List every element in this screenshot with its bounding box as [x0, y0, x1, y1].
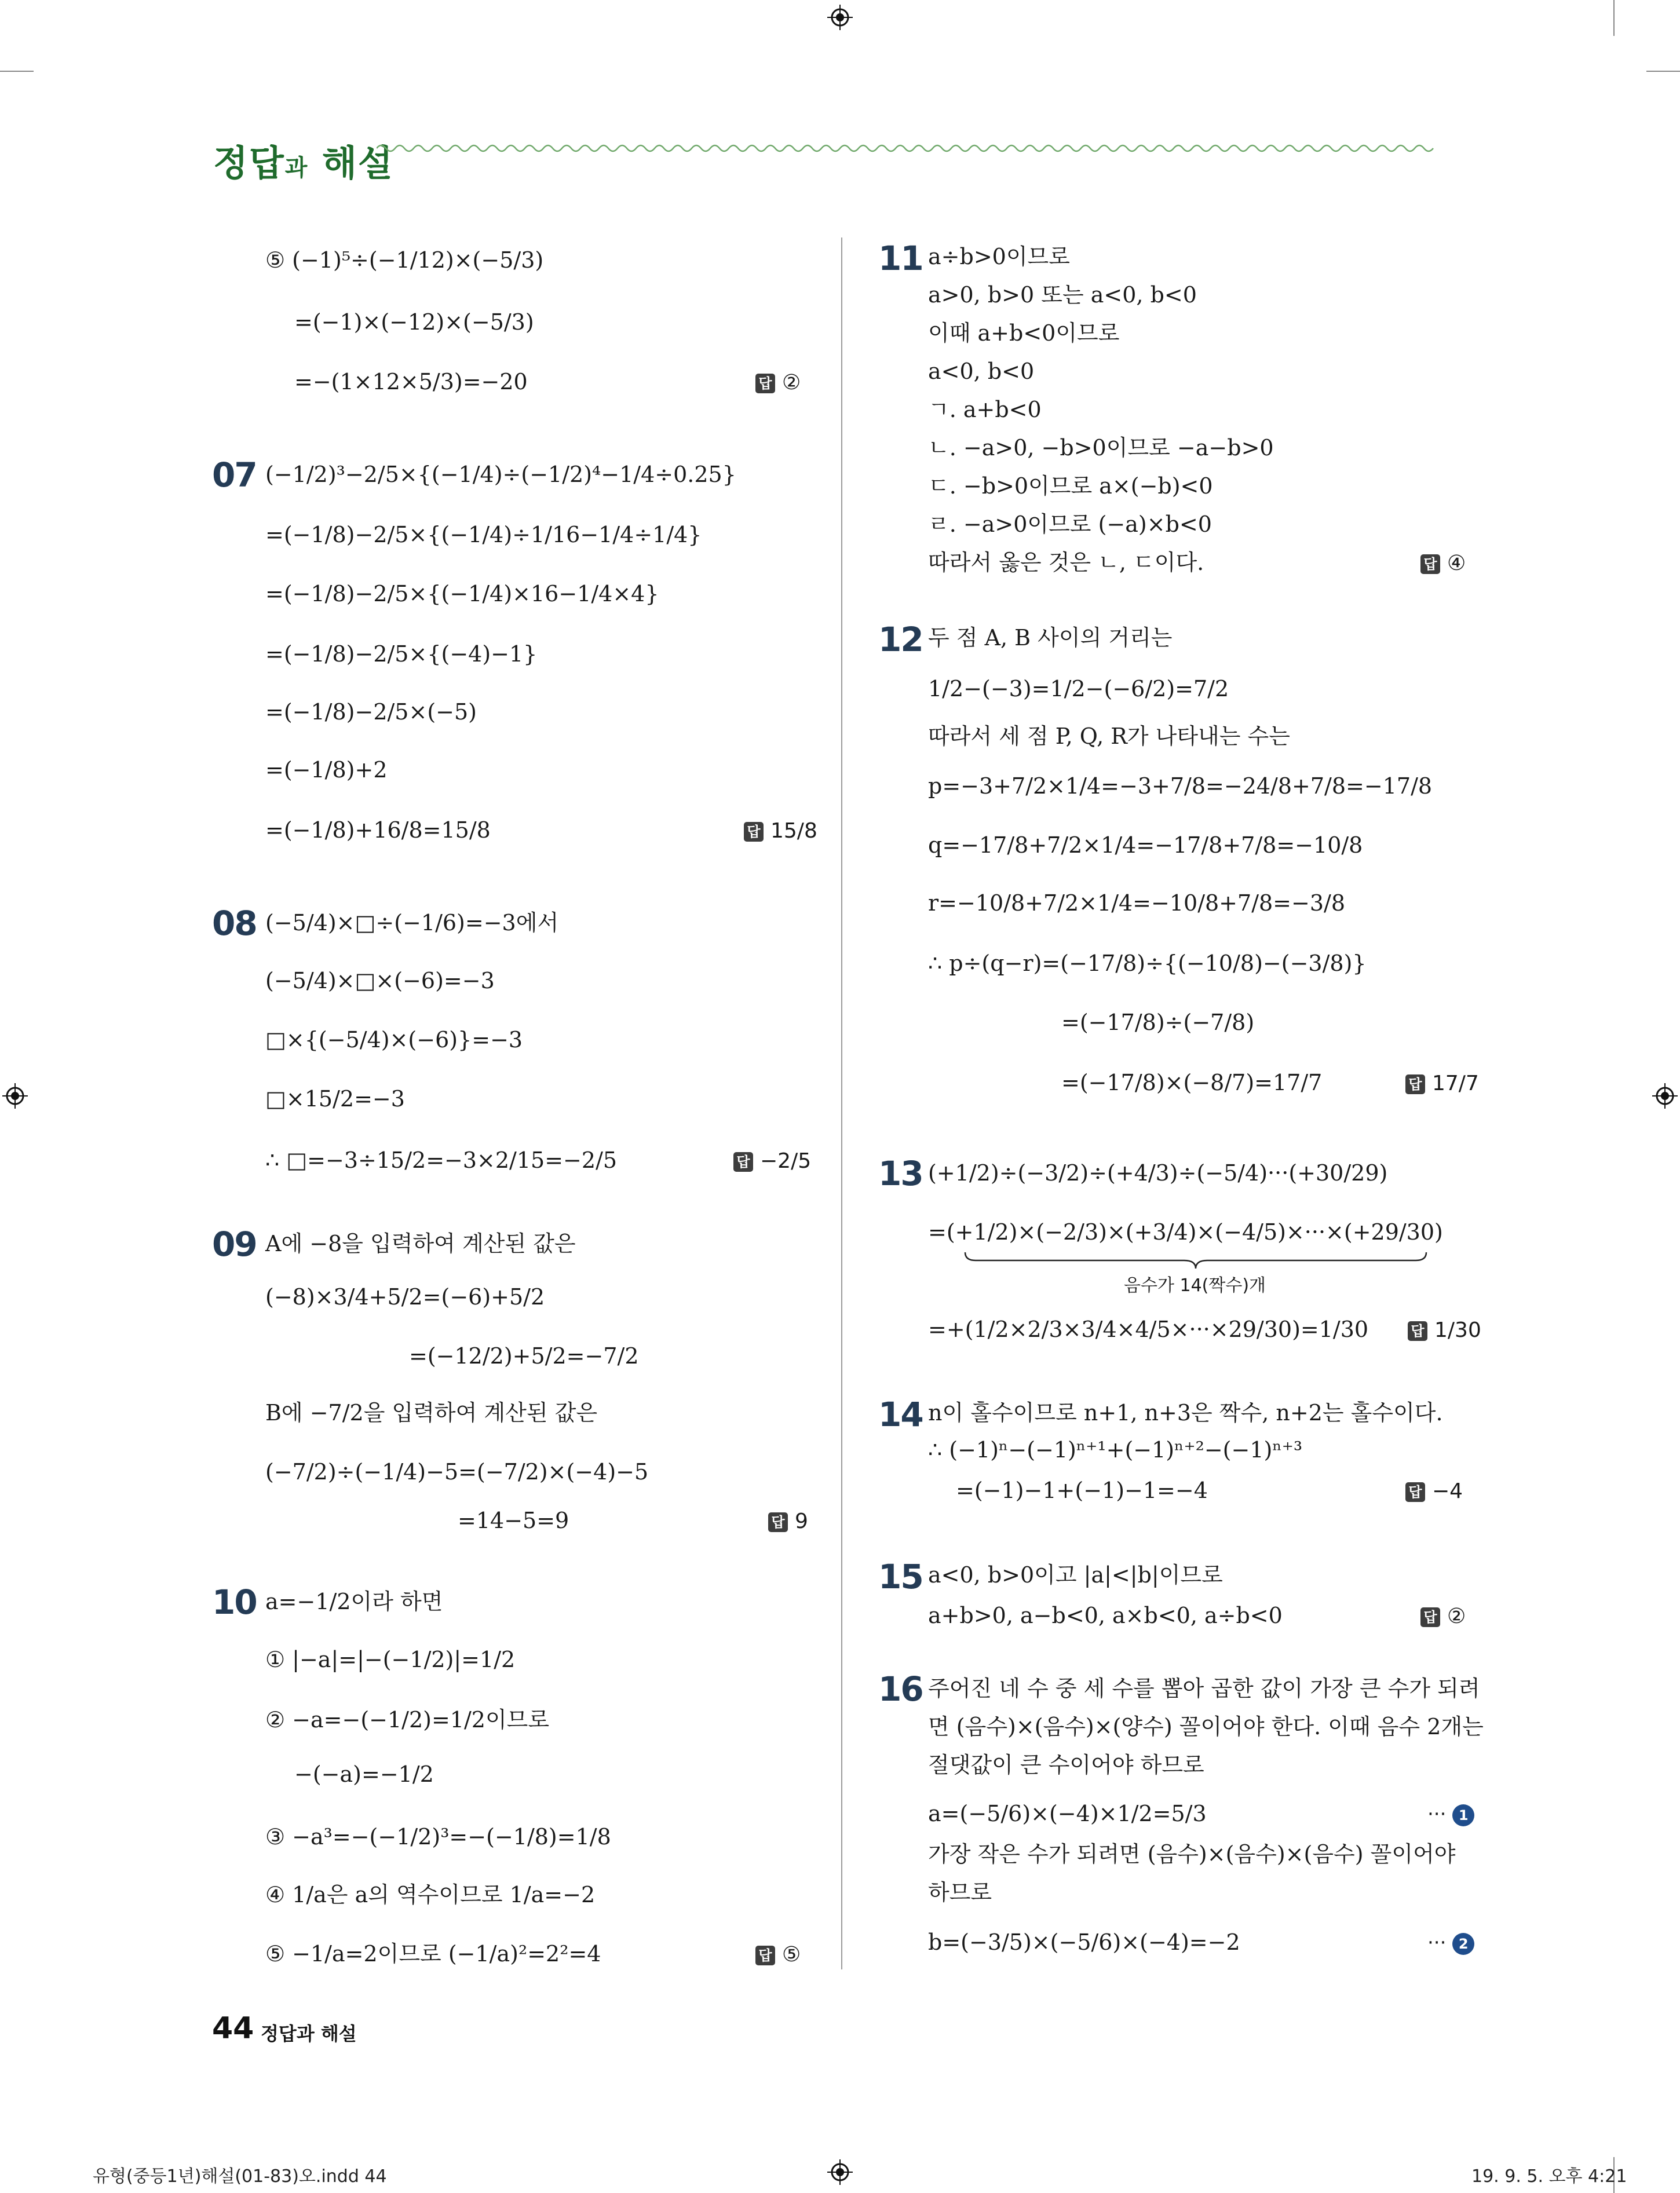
answer: 답 17/7 — [1405, 1072, 1479, 1095]
answer: 답 ④ — [1420, 551, 1466, 575]
solution-line: ∴ p÷(q−r)=(−17/8)÷{(−10/8)−(−3/8)} — [928, 951, 1367, 976]
question-number: 08 — [212, 904, 257, 943]
answer: 답 −2/5 — [733, 1149, 811, 1173]
solution-line: b=(−3/5)×(−5/6)×(−4)=−2 — [928, 1929, 1240, 1955]
solution-line: (−8)×3/4+5/2=(−6)+5/2 — [265, 1284, 545, 1310]
solution-line: a=−1/2이라 하면 — [265, 1589, 443, 1614]
solution-line: a<0, b<0 — [928, 359, 1035, 384]
solution-line: r=−10/8+7/2×1/4=−10/8+7/8=−3/8 — [928, 890, 1346, 916]
solution-line: =(+1/2)×(−2/3)×(+3/4)×(−4/5)×···×(+29/30) — [928, 1219, 1443, 1245]
solution-line: ② −a=−(−1/2)=1/2이므로 — [265, 1707, 550, 1733]
solution-line: (−7/2)÷(−1/4)−5=(−7/2)×(−4)−5 — [265, 1459, 649, 1485]
registration-mark-icon — [827, 5, 853, 30]
question-number: 12 — [878, 620, 923, 659]
answer-badge-icon: 답 — [1405, 1482, 1425, 1502]
solution-line: =+(1/2×2/3×3/4×4/5×···×29/30)=1/30 — [928, 1317, 1369, 1342]
page-label: 정답과 해설 — [261, 2023, 357, 2045]
solution-line: =14−5=9 — [458, 1508, 569, 1533]
solution-line: ④ 1/a은 a의 역수이므로 1/a=−2 — [265, 1882, 596, 1907]
wave-divider — [377, 141, 1477, 155]
solution-line: ∴ (−1)ⁿ−(−1)ⁿ⁺¹+(−1)ⁿ⁺²−(−1)ⁿ⁺³ — [928, 1437, 1303, 1463]
registration-mark-icon — [1652, 1083, 1678, 1109]
solution-line: B에 −7/2을 입력하여 계산된 값은 — [265, 1400, 598, 1426]
solution-line: (−5/4)×□×(−6)=−3 — [265, 968, 495, 993]
crop-mark — [1646, 71, 1680, 72]
question-number: 07 — [212, 455, 257, 495]
solution-line: 하므로 — [928, 1880, 992, 1905]
answer: 답 −4 — [1405, 1479, 1463, 1503]
solution-line: 면 (음수)×(음수)×(양수) 꼴이어야 한다. 이때 음수 2개는 — [928, 1714, 1484, 1739]
solution-line: □×{(−5/4)×(−6)}=−3 — [265, 1027, 523, 1052]
solution-line: a<0, b>0이고 |a|<|b|이므로 — [928, 1562, 1223, 1588]
solution-line: n이 홀수이므로 n+1, n+3은 짝수, n+2는 홀수이다. — [928, 1400, 1443, 1426]
solution-line: a=(−5/6)×(−4)×1/2=5/3 — [928, 1801, 1207, 1826]
solution-line: 가장 작은 수가 되려면 (음수)×(음수)×(음수) 꼴이어야 — [928, 1841, 1456, 1867]
solution-line: =(−1/8)+16/8=15/8 — [265, 817, 491, 843]
step-2-icon: 2 — [1452, 1933, 1474, 1955]
question-number: 10 — [212, 1582, 257, 1622]
answer-badge-icon: 답 — [1420, 1607, 1440, 1627]
solution-line: ∴ □=−3÷15/2=−3×2/15=−2/5 — [265, 1147, 618, 1173]
solution-line: 따라서 세 점 P, Q, R가 나타내는 수는 — [928, 723, 1290, 749]
solution-line: 이때 a+b<0이므로 — [928, 320, 1120, 346]
solution-line: q=−17/8+7/2×1/4=−17/8+7/8=−10/8 — [928, 832, 1363, 858]
step-1-icon: 1 — [1452, 1804, 1474, 1826]
solution-line: −(−a)=−1/2 — [294, 1761, 434, 1787]
step-marker: ··· 1 — [1427, 1803, 1474, 1826]
question-number: 14 — [878, 1395, 923, 1434]
solution-line: =−(1×12×5/3)=−20 — [294, 369, 528, 394]
solution-line: ㄹ. −a>0이므로 (−a)×b<0 — [928, 511, 1212, 537]
question-number: 13 — [878, 1154, 923, 1193]
page-number: 44 — [212, 2011, 254, 2046]
file-info: 유형(중등1년)해설(01-83)오.indd 44 — [93, 2166, 387, 2187]
solution-line: (−5/4)×□÷(−1/6)=−3에서 — [265, 910, 559, 935]
solution-line: □×15/2=−3 — [265, 1086, 405, 1112]
solution-line: =(−1/8)+2 — [265, 757, 388, 783]
column-divider — [841, 237, 842, 1969]
solution-line: =(−17/8)×(−8/7)=17/7 — [1061, 1070, 1323, 1095]
question-number: 09 — [212, 1225, 257, 1264]
timestamp: 19. 9. 5. 오후 4:21 — [1471, 2166, 1627, 2187]
solution-line: ⑤ (−1)⁵÷(−1/12)×(−5/3) — [265, 247, 544, 273]
solution-line: =(−17/8)÷(−7/8) — [1061, 1010, 1255, 1035]
solution-line: 주어진 네 수 중 세 수를 뽑아 곱한 값이 가장 큰 수가 되려 — [928, 1676, 1480, 1701]
question-number: 11 — [878, 239, 923, 278]
solution-line: =(−12/2)+5/2=−7/2 — [409, 1343, 639, 1369]
solution-line: 따라서 옳은 것은 ㄴ, ㄷ이다. — [928, 550, 1204, 575]
solution-line: =(−1/8)−2/5×{(−1/4)÷1/16−1/4÷1/4} — [265, 522, 702, 547]
solution-line: =(−1/8)−2/5×{(−4)−1} — [265, 641, 538, 667]
solution-line: (+1/2)÷(−3/2)÷(+4/3)÷(−5/4)···(+30/29) — [928, 1160, 1388, 1186]
solution-line: ⑤ −1/a=2이므로 (−1/a)²=2²=4 — [265, 1941, 601, 1967]
solution-line: a+b>0, a−b<0, a×b<0, a÷b<0 — [928, 1603, 1283, 1628]
solution-line: (−1/2)³−2/5×{(−1/4)÷(−1/2)⁴−1/4÷0.25} — [265, 462, 736, 487]
registration-mark-icon — [2, 1083, 28, 1109]
crop-mark — [1613, 0, 1615, 36]
solution-line: =(−1)×(−12)×(−5/3) — [294, 309, 534, 335]
answer: 답 9 — [768, 1509, 808, 1533]
brace-label: 음수가 14(짝수)개 — [1124, 1275, 1266, 1296]
registration-mark-icon — [827, 2159, 853, 2185]
answer: 답 ② — [755, 371, 801, 394]
answer-badge-icon: 답 — [733, 1152, 753, 1172]
answer: 답 ⑤ — [755, 1943, 801, 1967]
crop-mark — [0, 71, 34, 72]
solution-line: ㄱ. a+b<0 — [928, 397, 1042, 422]
solution-line: ③ −a³=−(−1/2)³=−(−1/8)=1/8 — [265, 1824, 611, 1850]
solution-line: =(−1/8)−2/5×{(−1/4)×16−1/4×4} — [265, 581, 659, 606]
solution-line: a>0, b>0 또는 a<0, b<0 — [928, 282, 1197, 308]
step-marker: ··· 2 — [1427, 1931, 1474, 1955]
solution-line: =(−1)−1+(−1)−1=−4 — [956, 1478, 1208, 1503]
answer-badge-icon: 답 — [1408, 1321, 1427, 1341]
answer-badge-icon: 답 — [755, 1946, 775, 1965]
answer: 답 1/30 — [1408, 1318, 1481, 1342]
question-number: 16 — [878, 1669, 923, 1709]
underbrace — [964, 1251, 1427, 1271]
solution-line: 1/2−(−3)=1/2−(−6/2)=7/2 — [928, 676, 1229, 701]
solution-line: ① |−a|=|−(−1/2)|=1/2 — [265, 1647, 516, 1672]
answer-badge-icon: 답 — [768, 1512, 788, 1532]
answer-badge-icon: 답 — [755, 374, 775, 393]
answer-badge-icon: 답 — [1405, 1074, 1425, 1094]
solution-line: ㄷ. −b>0이므로 a×(−b)<0 — [928, 473, 1213, 499]
answer-badge-icon: 답 — [1420, 554, 1440, 574]
solution-line: =(−1/8)−2/5×(−5) — [265, 699, 477, 725]
solution-line: A에 −8을 입력하여 계산된 값은 — [265, 1231, 576, 1256]
solution-line: 두 점 A, B 사이의 거리는 — [928, 625, 1173, 650]
answer: 답 ② — [1420, 1604, 1466, 1628]
solution-line: ㄴ. −a>0, −b>0이므로 −a−b>0 — [928, 435, 1274, 460]
solution-line: a÷b>0이므로 — [928, 244, 1070, 269]
question-number: 15 — [878, 1557, 923, 1596]
solution-line: p=−3+7/2×1/4=−3+7/8=−24/8+7/8=−17/8 — [928, 773, 1433, 799]
answer: 답 15/8 — [744, 819, 817, 843]
solution-line: 절댓값이 큰 수이어야 하므로 — [928, 1752, 1204, 1778]
answer-badge-icon: 답 — [744, 822, 764, 842]
section-title: 정답과 해설 — [213, 142, 394, 184]
